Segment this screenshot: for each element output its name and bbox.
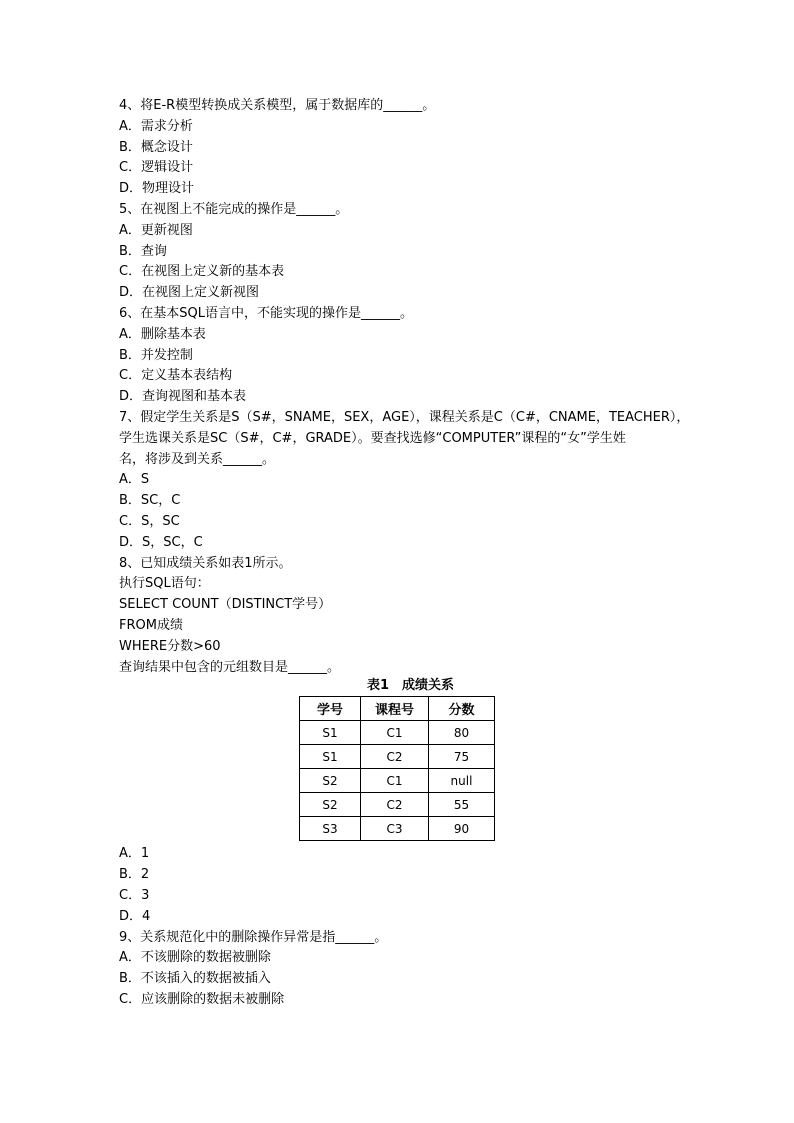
q5-option-d: D．在视图上定义新视图: [119, 285, 260, 301]
q5-option-c: C．在视图上定义新的基本表: [119, 264, 285, 280]
document-body: [119, 96, 719, 1011]
table-cell: 75: [429, 745, 495, 769]
question-block-1: [119, 96, 719, 678]
q7-option-a: A．S: [119, 472, 150, 488]
q6-option-c: C．定义基本表结构: [119, 368, 233, 384]
table-caption: 表1 成绩关系: [366, 678, 455, 694]
table-row: [300, 817, 495, 841]
question-7-line-2: 学生选课关系是SC（S#，C#，GRADE）。要查找选修“COMPUTER”课程的“女”学生姓: [119, 430, 626, 446]
question-7-line-3: 名，将涉及到关系______。: [119, 451, 276, 467]
table-cell: S2: [300, 793, 361, 817]
table-cell: C2: [361, 793, 429, 817]
header-score: 分数: [429, 697, 495, 721]
table-cell: C3: [361, 817, 429, 841]
q4-option-a: A．需求分析: [119, 118, 193, 134]
q6-option-d: D．查询视图和基本表: [119, 389, 247, 405]
question-6: 6、在基本SQL语言中，不能实现的操作是______。: [119, 305, 413, 321]
question-5: 5、在视图上不能完成的操作是______。: [119, 201, 349, 217]
q7-option-d: D．S，SC，C: [119, 534, 203, 550]
q7-option-c: C．S，SC: [119, 513, 180, 529]
question-4: 4、将E-R模型转换成关系模型，属于数据库的______。: [119, 98, 436, 113]
q4-option-b: B．概念设计: [119, 139, 193, 155]
question-8-ask: 查询结果中包含的元组数目是______。: [119, 659, 341, 675]
q9-option-a: A．不该删除的数据被删除: [119, 950, 271, 966]
header-course-id: 课程号: [361, 697, 429, 721]
header-student-id: 学号: [300, 697, 361, 721]
table-cell: 80: [429, 721, 495, 745]
q5-option-a: A．更新视图: [119, 222, 193, 238]
q6-option-b: B．并发控制: [119, 347, 193, 363]
q8-option-d: D．4: [119, 908, 151, 924]
table-cell: C1: [361, 769, 429, 793]
sql-intro: 执行SQL语句：: [119, 576, 210, 592]
table-cell: S1: [300, 721, 361, 745]
q9-option-c: C．应该删除的数据未被删除: [119, 991, 285, 1007]
table-cell: 90: [429, 817, 495, 841]
table-header-row: [300, 697, 495, 721]
q8-option-c: C．3: [119, 887, 150, 903]
table-cell: null: [429, 769, 495, 793]
table-row: [300, 745, 495, 769]
table-row: [300, 793, 495, 817]
question-9: 9、关系规范化中的删除操作异常是指______。: [119, 929, 388, 945]
table-row: [300, 721, 495, 745]
q7-option-b: B．SC，C: [119, 493, 181, 509]
q9-option-b: B．不该插入的数据被插入: [119, 971, 271, 987]
question-block-2: [119, 844, 719, 1010]
q4-option-c: C．逻辑设计: [119, 160, 194, 176]
sql-from: FROM成绩: [119, 617, 183, 633]
sql-select: SELECT COUNT（DISTINCT学号）: [119, 597, 332, 613]
question-8: 8、已知成绩关系如表1所示。: [119, 555, 292, 571]
q8-option-b: B．2: [119, 867, 150, 883]
sql-where: WHERE分数>60: [119, 638, 221, 654]
grades-table: [299, 696, 495, 841]
table-cell: C1: [361, 721, 429, 745]
table-row: [300, 769, 495, 793]
table-cell: S3: [300, 817, 361, 841]
q8-option-a: A．1: [119, 846, 150, 862]
table-cell: C2: [361, 745, 429, 769]
q6-option-a: A．删除基本表: [119, 326, 206, 342]
q5-option-b: B．查询: [119, 243, 167, 259]
question-7-line-1: 7、假定学生关系是S（S#，SNAME，SEX，AGE），课程关系是C（C#，CNAME，TEACHER），: [119, 409, 690, 425]
table-cell: 55: [429, 793, 495, 817]
q4-option-d: D．物理设计: [119, 181, 195, 197]
table-cell: S2: [300, 769, 361, 793]
table-cell: S1: [300, 745, 361, 769]
